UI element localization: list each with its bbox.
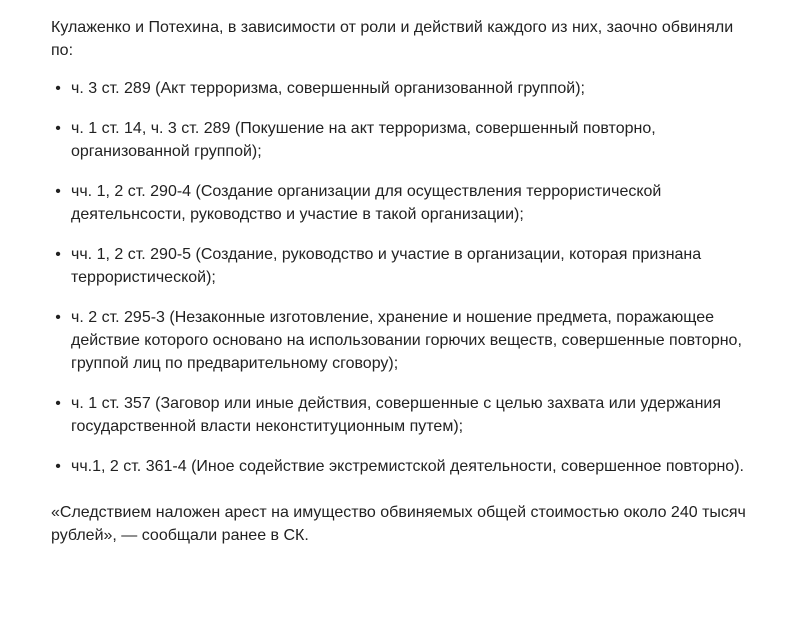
charges-list (51, 77, 751, 478)
list-item (51, 455, 751, 478)
bullet-icon: • (55, 120, 61, 137)
intro-paragraph: Кулаженко и Потехина, в зависимости от роли и действий каждого из них, заочно обвиняли по: (51, 19, 734, 59)
charge-text: ч. 1 ст. 357 (Заговор или иные действия, совершенные с целью захвата или удержания государственной власти неконституционным путем); (71, 395, 722, 435)
charge-text: чч. 1, 2 ст. 290-5 (Создание, руководство и участие в организации, которая признана террористической); (71, 246, 702, 286)
charge-text: ч. 3 ст. 289 (Акт терроризма, совершенный организованной группой); (71, 80, 585, 97)
charge-text: чч.1, 2 ст. 361-4 (Иное содействие экстремистской деятельности, совершенное повторно). (71, 458, 744, 475)
bullet-icon: • (55, 309, 61, 326)
list-item (51, 77, 751, 100)
bullet-icon: • (55, 395, 61, 412)
charge-text: ч. 1 ст. 14, ч. 3 ст. 289 (Покушение на акт терроризма, совершенный повторно, организованной группой); (71, 120, 656, 160)
bullet-icon: • (55, 183, 61, 200)
list-item (51, 243, 751, 289)
charge-text: чч. 1, 2 ст. 290-4 (Создание организации для осуществления террористической деятельнсости, руководство и участие в такой организации); (71, 183, 662, 223)
list-item (51, 392, 751, 438)
article-body (51, 16, 751, 547)
charge-text: ч. 2 ст. 295-3 (Незаконные изготовление, хранение и ношение предмета, поражающее действие которого основано на использовании горючих веществ, совершенные повторно, группой лиц по предварительному сговору); (71, 309, 742, 372)
bullet-icon: • (55, 458, 61, 475)
list-item (51, 117, 751, 163)
bullet-icon: • (55, 246, 61, 263)
bullet-icon: • (55, 80, 61, 97)
quote-paragraph: «Следствием наложен арест на имущество обвиняемых общей стоимостью около 240 тысяч рублей», — сообщали ранее в СК. (51, 504, 746, 544)
list-item (51, 180, 751, 226)
list-item (51, 306, 751, 375)
